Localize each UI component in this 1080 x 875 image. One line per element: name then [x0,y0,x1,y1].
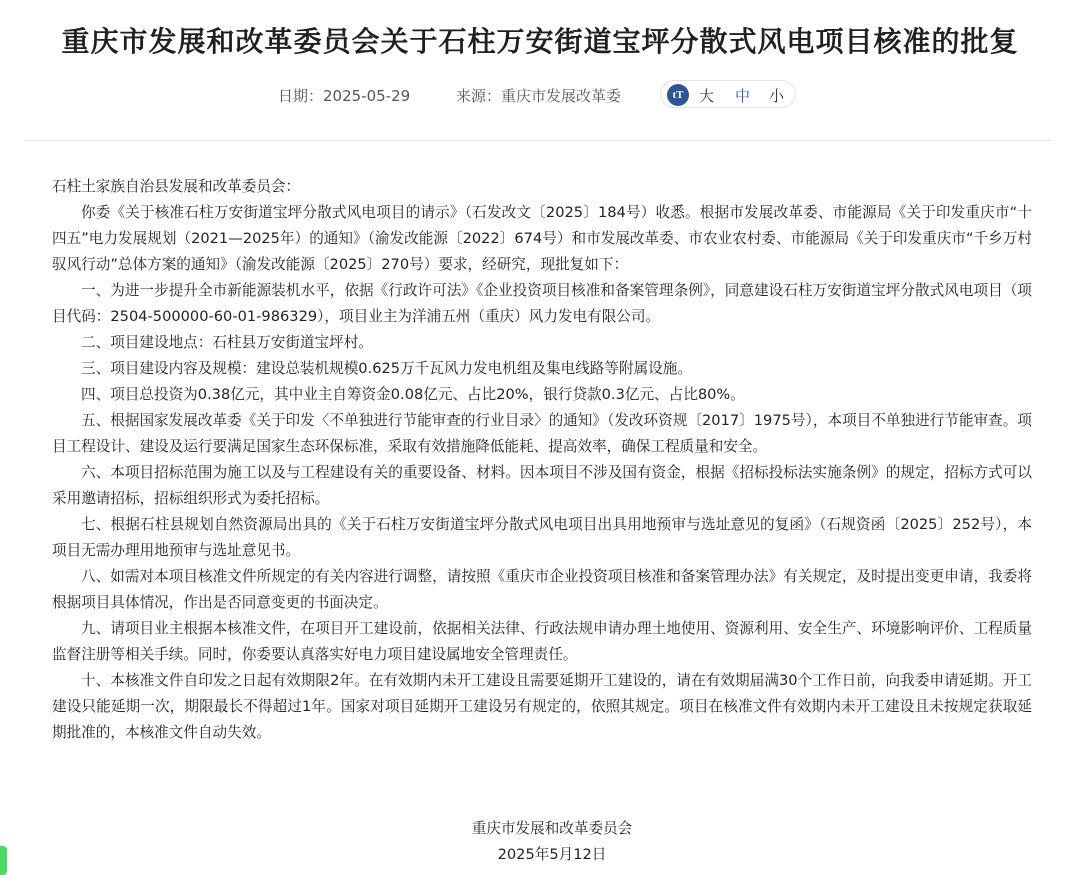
paragraph-5: 五、根据国家发展改革委《关于印发〈不单独进行节能审查的行业目录〉的通知》（发改环资规〔2017〕1975号），本项目不单独进行节能审查。项目工程设计、建设及运行要满足国家生态环保标准，采取有效措施降低能耗、提高效率，确保工程质量和安全。 [52,412,1032,455]
paragraph-10: 十、本核准文件自印发之日起有效期限2年。在有效期内未开工建设且需要延期开工建设的，请在有效期届满30个工作日前，向我委申请延期。开工建设只能延期一次，期限最长不得超过1年。国家对项目延期开工建设另有规定的，依照其规定。项目在核准文件有效期内未开工建设且未按规定获取延期批准的，本核准文件自动失效。 [52,672,1032,741]
signature-date: 2025年5月12日 [497,846,607,863]
font-size-control [660,80,796,108]
signature-organization: 重庆市发展和改革委员会 [471,820,633,837]
page-title: 重庆市发展和改革委员会关于石柱万安街道宝坪分散式风电项目核准的批复 [61,25,1019,58]
paragraph-intro: 你委《关于核准石柱万安街道宝坪分散式风电项目的请示》（石发改文〔2025〕184号）收悉。根据市发展改革委、市能源局《关于印发重庆市“十四五”电力发展规划（2021—2025年）的通知》（渝发改能源〔2022〕674号）和市发展改革委、市农业农村委、市能源局《关于印发重庆市“千乡万村驭风行动”总体方案的通知》（渝发改能源〔2025〕270号）要求，经研究，现批复如下： [52,204,1032,273]
paragraph-8: 八、如需对本项目核准文件所规定的有关内容进行调整，请按照《重庆市企业投资项目核准和备案管理办法》有关规定，及时提出变更申请，我委将根据项目具体情况，作出是否同意变更的书面决定。 [52,568,1032,611]
article-body [52,174,1032,746]
floating-side-tab[interactable] [0,846,7,875]
publish-date: 日期：2025-05-29 [278,87,411,105]
article-source: 来源：重庆市发展改革委 [456,87,622,105]
header-divider [24,140,1052,141]
paragraph-1: 一、为进一步提升全市新能源装机水平，依据《行政许可法》《企业投资项目核准和备案管理条例》，同意建设石柱万安街道宝坪分散式风电项目（项目代码：2504-500000-60-01-986329），项目业主为洋浦五州（重庆）风力发电有限公司。 [52,282,1032,325]
text-size-icon: tT [667,84,689,106]
paragraph-4: 四、项目总投资为0.38亿元，其中业主自筹资金0.08亿元、占比20%，银行贷款0.3亿元、占比80%。 [81,386,745,403]
font-size-medium-button[interactable]: 中 [735,87,751,105]
salutation: 石柱土家族自治县发展和改革委员会： [52,178,301,195]
paragraph-9: 九、请项目业主根据本核准文件，在项目开工建设前，依据相关法律、行政法规申请办理土地使用、资源利用、安全生产、环境影响评价、工程质量监督注册等相关手续。同时，你委要认真落实好电力项目建设属地安全管理责任。 [52,620,1032,663]
signature-block [0,816,1080,868]
paragraph-6: 六、本项目招标范围为施工以及与工程建设有关的重要设备、材料。因本项目不涉及国有资金，根据《招标投标法实施条例》的规定，招标方式可以采用邀请招标，招标组织形式为委托招标。 [52,464,1032,507]
font-size-small-button[interactable]: 小 [769,87,785,105]
paragraph-3: 三、项目建设内容及规模：建设总装机规模0.625万千瓦风力发电机组及集电线路等附属设施。 [81,360,692,377]
font-size-large-button[interactable]: 大 [699,87,715,105]
paragraph-7: 七、根据石柱县规划自然资源局出具的《关于石柱万安街道宝坪分散式风电项目出具用地预审与选址意见的复函》（石规资函〔2025〕252号），本项目无需办理用地预审与选址意见书。 [52,516,1032,559]
paragraph-2: 二、项目建设地点：石柱县万安街道宝坪村。 [81,334,373,351]
article-meta [0,80,1080,110]
